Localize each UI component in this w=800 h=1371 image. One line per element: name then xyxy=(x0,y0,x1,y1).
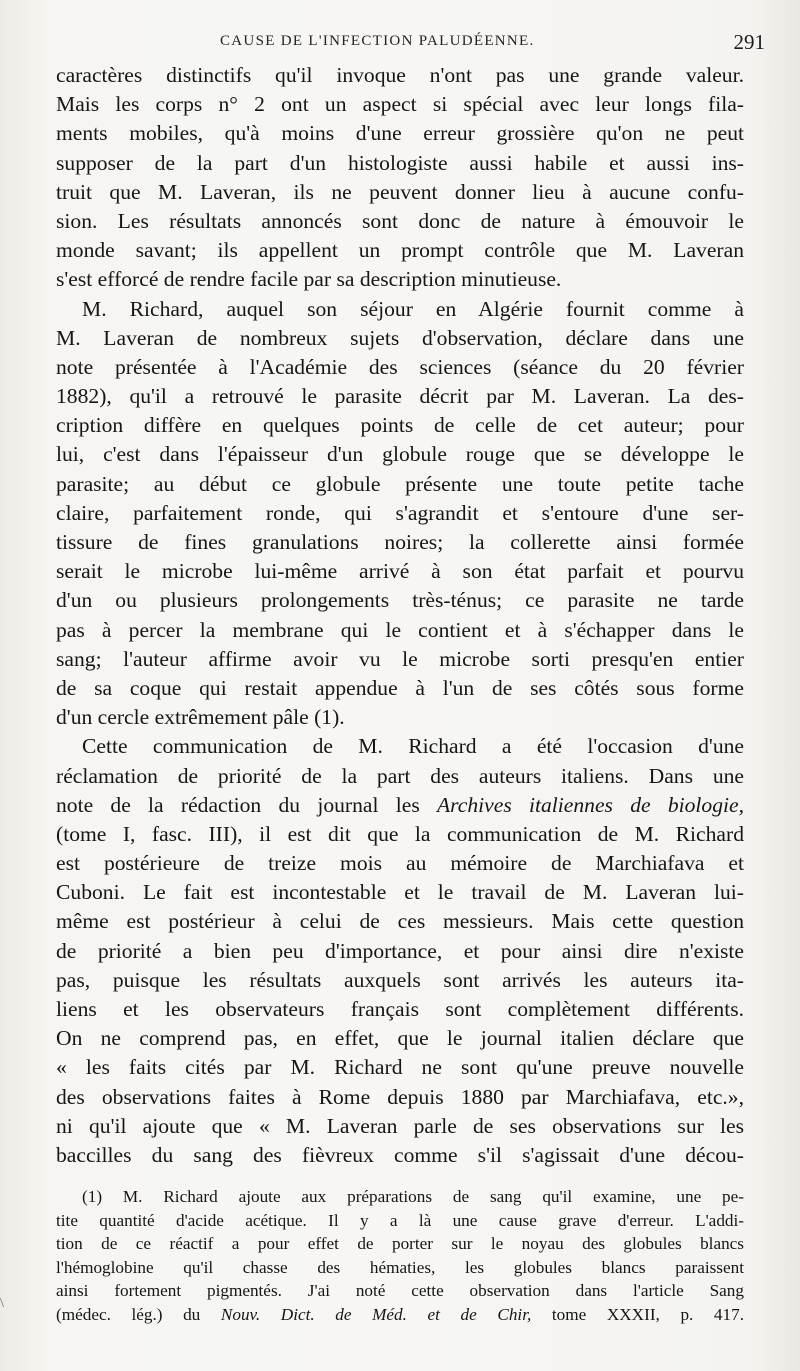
text-line: baccilles du sang des fièvreux comme s'il s'agissait d'une décou- xyxy=(56,1142,744,1167)
text-line: parasite; au début ce globule présente une toute petite tache xyxy=(56,471,744,496)
text-line-with-citation xyxy=(56,791,744,820)
footnote-fragment: tome XXXII, p. 417. xyxy=(551,1304,745,1324)
footnote-fragment: (médec. lég.) du xyxy=(56,1304,201,1324)
text-line: même est postérieur à celui de ces messieurs. Mais cette question xyxy=(56,909,744,934)
text-line: sion. Les résultats annoncés sont donc de nature à émouvoir le xyxy=(56,208,744,233)
text-line: « les faits cités par M. Richard ne sont qu'une preuve nouvelle xyxy=(56,1055,744,1080)
text-line: note présentée à l'Académie des sciences (séance du 20 février xyxy=(56,354,744,379)
journal-title-italic: Archives italiennes de biologie, xyxy=(436,792,744,817)
text-line: est postérieure de treize mois au mémoire de Marchiafava et xyxy=(56,851,744,876)
text-line: pas à percer la membrane qui le contient et à s'échapper dans le xyxy=(56,617,744,642)
text-line: Cuboni. Le fait est incontestable et le travail de M. Laveran lui- xyxy=(56,880,744,905)
text-line: s'est efforcé de rendre facile par sa description minutieuse. xyxy=(56,267,562,292)
page-header xyxy=(220,30,765,60)
text-line: serait le microbe lui-même arrivé à son état parfait et pourvu xyxy=(56,559,744,584)
text-line: réclamation de priorité de la part des auteurs italiens. Dans une xyxy=(56,763,744,788)
text-line: claire, parfaitement ronde, qui s'agrandit et s'entoure d'une ser- xyxy=(56,500,744,525)
footnote xyxy=(56,1185,744,1327)
text-line: supposer de la part d'un histologiste aussi habile et aussi ins- xyxy=(56,150,744,175)
footnote-line: ainsi fortement pigmentés. J'ai noté cette observation dans l'article Sang xyxy=(56,1281,744,1301)
text-line: (tome I, fasc. III), il est dit que la communication de M. Richard xyxy=(56,821,744,846)
text-line: des observations faites à Rome depuis 1880 par Marchiafava, etc.», xyxy=(56,1084,744,1109)
footnote-line: l'hémoglobine qu'il chasse des hématies, les globules blancs paraissent xyxy=(56,1257,744,1277)
footnote-line: tion de ce réactif a pour effet de porter sur le noyau des globules blancs xyxy=(56,1234,744,1254)
footnote-line: (1) M. Richard ajoute aux préparations de sang qu'il examine, une pe- xyxy=(82,1187,744,1206)
text-line: lui, c'est dans l'épaisseur d'un globule rouge que se développe le xyxy=(56,442,744,467)
page-number: 291 xyxy=(733,30,765,54)
dictionary-title-italic: Nouv. Dict. de Méd. et de Chir, xyxy=(220,1304,532,1324)
footnote-line-with-citation xyxy=(56,1303,744,1327)
text-line: 1882), qu'il a retrouvé le parasite décrit par M. Laveran. La des- xyxy=(56,384,744,409)
text-line: On ne comprend pas, en effet, que le journal italien déclare que xyxy=(56,1026,744,1051)
text-line: monde savant; ils appellent un prompt contrôle que M. Laveran xyxy=(56,238,744,263)
running-head: CAUSE DE L'INFECTION PALUDÉENNE. xyxy=(220,33,535,49)
text-line: truit que M. Laveran, ils ne peuvent donner lieu à aucune confu- xyxy=(56,179,744,204)
text-line: ments mobiles, qu'à moins d'une erreur grossière qu'on ne peut xyxy=(56,121,744,146)
text-line: pas, puisque les résultats auxquels sont arrivés les auteurs ita- xyxy=(56,967,744,992)
paragraph-start-line: M. Richard, auquel son séjour en Algérie fournit comme à xyxy=(82,296,744,321)
text-line: caractères distinctifs qu'il invoque n'ont pas une grande valeur. xyxy=(56,63,744,87)
text-line: cription diffère en quelques points de celle de cet auteur; pour xyxy=(56,413,744,438)
footnote-line: tite quantité d'acide acétique. Il y a là une cause grave d'erreur. L'addi- xyxy=(56,1210,744,1230)
text-line: d'un ou plusieurs prolongements très-ténus; ce parasite ne tarde xyxy=(56,588,744,613)
text-fragment: note de la rédaction du journal les xyxy=(56,792,420,817)
body-text xyxy=(56,61,744,1170)
text-line: liens et les observateurs français sont complètement différents. xyxy=(56,997,744,1021)
text-line: de sa coque qui restait appendue à l'un de ses côtés sous forme xyxy=(56,675,744,700)
margin-mark: \ xyxy=(0,1296,4,1311)
text-line: ni qu'il ajoute que « M. Laveran parle de ses observations sur les xyxy=(56,1113,744,1138)
paragraph-start-line: Cette communication de M. Richard a été l'occasion d'une xyxy=(82,734,744,759)
text-line: de priorité a bien peu d'importance, et pour ainsi dire n'existe xyxy=(56,938,744,963)
text-line: Mais les corps n° 2 ont un aspect si spécial avec leur longs fila- xyxy=(56,92,744,117)
text-line: tissure de fines granulations noires; la collerette ainsi formée xyxy=(56,530,744,554)
text-line: d'un cercle extrêmement pâle (1). xyxy=(56,705,345,730)
text-line: M. Laveran de nombreux sujets d'observation, déclare dans une xyxy=(56,325,744,350)
text-line: sang; l'auteur affirme avoir vu le microbe sorti presqu'en entier xyxy=(56,646,744,671)
